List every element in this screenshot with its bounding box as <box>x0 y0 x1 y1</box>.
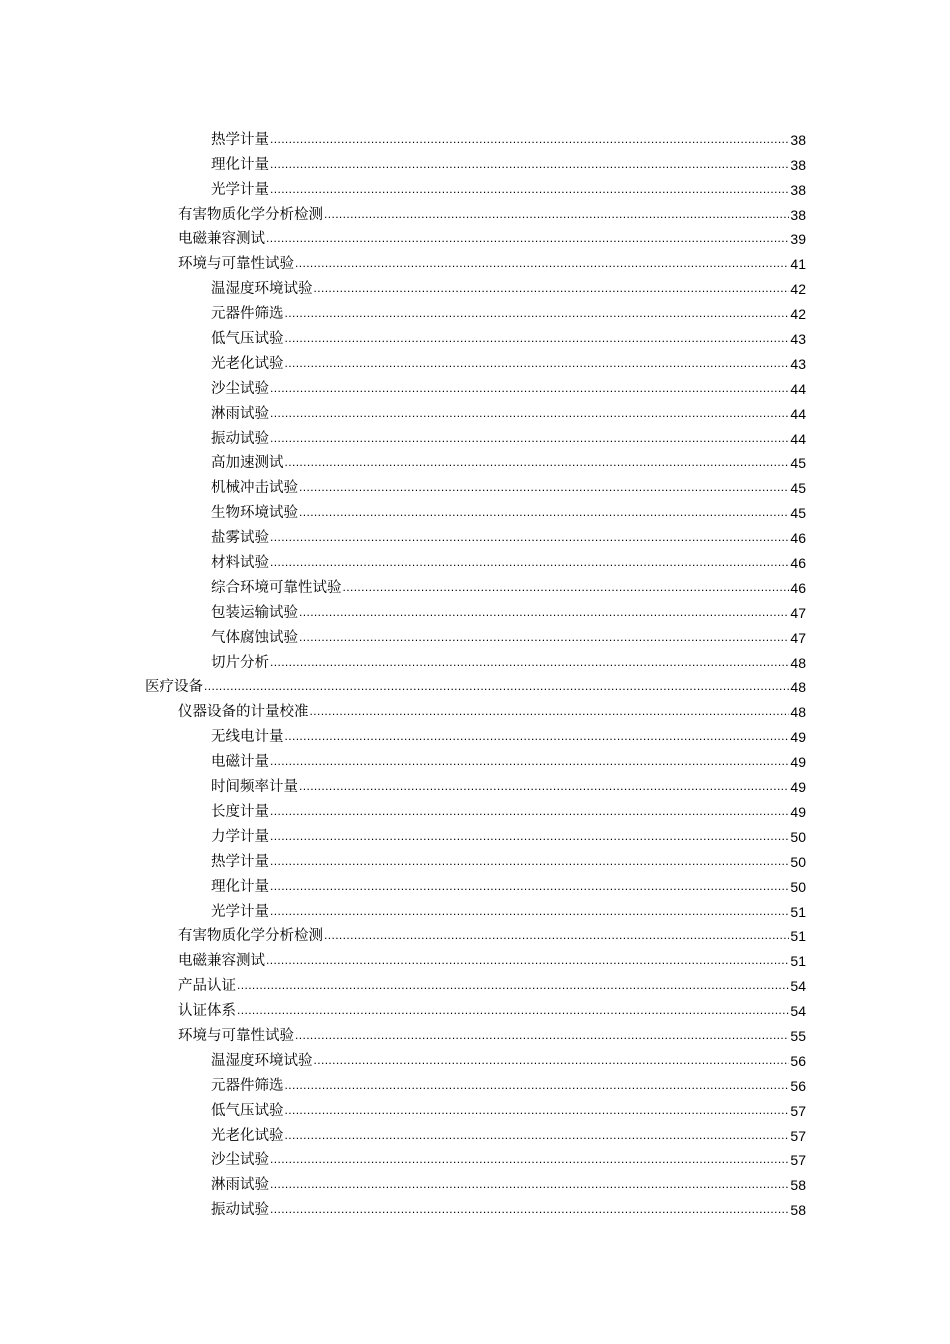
toc-entry-page-number: 56 <box>790 1052 806 1069</box>
toc-dot-leader <box>270 431 789 445</box>
toc-entry-page-number: 47 <box>790 629 806 646</box>
toc-entry-page-number: 39 <box>790 231 806 248</box>
toc-dot-leader <box>270 530 789 544</box>
toc-entry[interactable] <box>0 374 950 399</box>
toc-entry-page-number: 48 <box>790 679 806 696</box>
toc-entry[interactable] <box>0 872 950 897</box>
toc-entry-title: 沙尘试验 <box>211 1152 269 1169</box>
toc-entry-title: 淋雨试验 <box>211 405 269 422</box>
toc-dot-leader <box>314 281 790 295</box>
toc-entry[interactable] <box>0 971 950 996</box>
toc-entry-title: 环境与可靠性试验 <box>178 256 294 273</box>
toc-entry-title: 医疗设备 <box>145 679 203 696</box>
toc-dot-leader <box>285 1103 790 1117</box>
toc-entry-page-number: 57 <box>790 1152 806 1169</box>
toc-dot-leader <box>285 1128 790 1142</box>
toc-dot-leader <box>204 679 789 693</box>
toc-entry-page-number: 43 <box>790 331 806 348</box>
toc-entry[interactable] <box>0 1096 950 1121</box>
toc-dot-leader <box>270 829 789 843</box>
toc-entry-page-number: 54 <box>790 978 806 995</box>
toc-entry-title: 光老化试验 <box>211 1127 284 1144</box>
toc-entry[interactable] <box>0 1170 950 1195</box>
toc-entry-title: 长度计量 <box>211 803 269 820</box>
toc-entry-page-number: 45 <box>790 455 806 472</box>
toc-entry-page-number: 44 <box>790 430 806 447</box>
toc-entry[interactable] <box>0 424 950 449</box>
toc-dot-leader <box>270 1202 789 1216</box>
toc-entry-title: 理化计量 <box>211 156 269 173</box>
toc-entry-page-number: 44 <box>790 405 806 422</box>
toc-dot-leader <box>299 779 789 793</box>
toc-entry-title: 产品认证 <box>178 978 236 995</box>
toc-dot-leader <box>270 1152 789 1166</box>
toc-entry-page-number: 38 <box>790 156 806 173</box>
toc-entry[interactable] <box>0 797 950 822</box>
toc-entry-page-number: 58 <box>790 1202 806 1219</box>
toc-dot-leader <box>295 1028 789 1042</box>
toc-dot-leader <box>324 928 789 942</box>
toc-entry-page-number: 51 <box>790 953 806 970</box>
toc-entry-title: 切片分析 <box>211 654 269 671</box>
toc-entry-title: 有害物质化学分析检测 <box>178 206 323 223</box>
toc-entry-title: 综合环境可靠性试验 <box>211 579 342 596</box>
toc-entry-title: 光学计量 <box>211 903 269 920</box>
toc-entry[interactable] <box>0 697 950 722</box>
toc-dot-leader <box>270 157 789 171</box>
toc-entry[interactable] <box>0 996 950 1021</box>
toc-entry[interactable] <box>0 150 950 175</box>
toc-entry[interactable] <box>0 125 950 150</box>
toc-entry-title: 时间频率计量 <box>211 779 298 796</box>
toc-entry[interactable] <box>0 772 950 797</box>
toc-entry[interactable] <box>0 324 950 349</box>
toc-dot-leader <box>299 480 789 494</box>
toc-dot-leader <box>270 879 789 893</box>
toc-entry[interactable] <box>0 1021 950 1046</box>
toc-entry-page-number: 41 <box>790 256 806 273</box>
toc-entry-title: 低气压试验 <box>211 331 284 348</box>
toc-dot-leader <box>270 555 789 569</box>
toc-entry[interactable] <box>0 449 950 474</box>
toc-entry-title: 高加速测试 <box>211 455 284 472</box>
toc-entry-title: 温湿度环境试验 <box>211 281 313 298</box>
toc-entry-page-number: 49 <box>790 729 806 746</box>
toc-entry[interactable] <box>0 623 950 648</box>
toc-entry[interactable] <box>0 200 950 225</box>
toc-entry-title: 生物环境试验 <box>211 505 298 522</box>
toc-entry[interactable] <box>0 822 950 847</box>
toc-entry-title: 认证体系 <box>178 1003 236 1020</box>
toc-dot-leader <box>299 630 789 644</box>
toc-entry[interactable] <box>0 473 950 498</box>
toc-dot-leader <box>310 704 790 718</box>
toc-entry-page-number: 45 <box>790 480 806 497</box>
toc-entry[interactable] <box>0 299 950 324</box>
toc-entry-title: 无线电计量 <box>211 729 284 746</box>
toc-entry-page-number: 49 <box>790 803 806 820</box>
toc-entry-title: 淋雨试验 <box>211 1177 269 1194</box>
toc-entry-page-number: 50 <box>790 853 806 870</box>
toc-entry-page-number: 42 <box>790 281 806 298</box>
toc-entry-page-number: 44 <box>790 380 806 397</box>
toc-entry-title: 低气压试验 <box>211 1102 284 1119</box>
toc-entry-title: 机械冲击试验 <box>211 480 298 497</box>
toc-dot-leader <box>270 381 789 395</box>
toc-entry-title: 材料试验 <box>211 555 269 572</box>
toc-entry-page-number: 57 <box>790 1102 806 1119</box>
toc-dot-leader <box>343 580 790 594</box>
toc-entry-title: 元器件筛选 <box>211 1077 284 1094</box>
toc-entry[interactable] <box>0 1121 950 1146</box>
toc-entry-title: 包装运输试验 <box>211 604 298 621</box>
toc-entry-title: 元器件筛选 <box>211 306 284 323</box>
toc-entry-title: 电磁兼容测试 <box>178 953 265 970</box>
toc-entry-page-number: 38 <box>790 131 806 148</box>
toc-dot-leader <box>314 1053 790 1067</box>
toc-dot-leader <box>266 231 789 245</box>
toc-entry-page-number: 38 <box>790 181 806 198</box>
toc-entry[interactable] <box>0 573 950 598</box>
toc-dot-leader <box>285 1078 790 1092</box>
table-of-contents <box>0 125 950 1220</box>
toc-dot-leader <box>237 1003 789 1017</box>
toc-entry[interactable] <box>0 897 950 922</box>
toc-entry-page-number: 51 <box>790 928 806 945</box>
toc-entry[interactable] <box>0 349 950 374</box>
toc-dot-leader <box>266 953 789 967</box>
toc-dot-leader <box>270 1177 789 1191</box>
toc-entry[interactable] <box>0 847 950 872</box>
toc-entry-title: 电磁计量 <box>211 754 269 771</box>
toc-entry-title: 光老化试验 <box>211 355 284 372</box>
toc-entry[interactable] <box>0 249 950 274</box>
toc-dot-leader <box>270 655 789 669</box>
toc-entry-title: 环境与可靠性试验 <box>178 1027 294 1044</box>
toc-entry[interactable] <box>0 598 950 623</box>
toc-dot-leader <box>270 754 789 768</box>
toc-entry-title: 振动试验 <box>211 1202 269 1219</box>
toc-entry-page-number: 57 <box>790 1127 806 1144</box>
toc-dot-leader <box>270 406 789 420</box>
toc-entry[interactable] <box>0 274 950 299</box>
toc-entry[interactable] <box>0 747 950 772</box>
toc-dot-leader <box>270 904 789 918</box>
toc-dot-leader <box>285 356 790 370</box>
toc-dot-leader <box>299 605 789 619</box>
toc-entry-title: 盐雾试验 <box>211 530 269 547</box>
toc-entry-page-number: 48 <box>790 654 806 671</box>
toc-entry-page-number: 46 <box>790 579 806 596</box>
toc-entry[interactable] <box>0 922 950 947</box>
toc-entry[interactable] <box>0 399 950 424</box>
toc-dot-leader <box>270 182 789 196</box>
toc-entry-page-number: 50 <box>790 878 806 895</box>
toc-entry-title: 理化计量 <box>211 878 269 895</box>
toc-entry-title: 光学计量 <box>211 181 269 198</box>
toc-dot-leader <box>285 455 790 469</box>
toc-entry-page-number: 42 <box>790 306 806 323</box>
toc-entry[interactable] <box>0 175 950 200</box>
toc-entry-title: 温湿度环境试验 <box>211 1052 313 1069</box>
toc-entry-page-number: 43 <box>790 355 806 372</box>
toc-dot-leader <box>285 729 790 743</box>
toc-entry-page-number: 45 <box>790 505 806 522</box>
toc-entry-page-number: 55 <box>790 1027 806 1044</box>
toc-entry[interactable] <box>0 498 950 523</box>
toc-entry-page-number: 50 <box>790 828 806 845</box>
toc-entry-page-number: 49 <box>790 754 806 771</box>
toc-entry-page-number: 56 <box>790 1077 806 1094</box>
toc-dot-leader <box>295 256 789 270</box>
toc-entry-page-number: 38 <box>790 206 806 223</box>
toc-entry[interactable] <box>0 673 950 698</box>
toc-entry-title: 仪器设备的计量校准 <box>178 704 309 721</box>
toc-entry[interactable] <box>0 946 950 971</box>
toc-entry-page-number: 46 <box>790 530 806 547</box>
toc-entry[interactable] <box>0 523 950 548</box>
toc-entry[interactable] <box>0 1146 950 1171</box>
toc-entry-page-number: 54 <box>790 1003 806 1020</box>
toc-entry-page-number: 51 <box>790 903 806 920</box>
toc-entry-title: 力学计量 <box>211 828 269 845</box>
toc-entry[interactable] <box>0 1046 950 1071</box>
toc-dot-leader <box>270 804 789 818</box>
toc-entry-page-number: 48 <box>790 704 806 721</box>
toc-dot-leader <box>270 132 789 146</box>
toc-entry[interactable] <box>0 1195 950 1220</box>
toc-entry[interactable] <box>0 722 950 747</box>
toc-dot-leader <box>299 505 789 519</box>
toc-entry-title: 气体腐蚀试验 <box>211 629 298 646</box>
toc-entry-page-number: 47 <box>790 604 806 621</box>
toc-entry-title: 沙尘试验 <box>211 380 269 397</box>
toc-entry-title: 有害物质化学分析检测 <box>178 928 323 945</box>
toc-entry[interactable] <box>0 548 950 573</box>
toc-dot-leader <box>270 854 789 868</box>
toc-entry-title: 热学计量 <box>211 131 269 148</box>
toc-entry-title: 振动试验 <box>211 430 269 447</box>
toc-entry-title: 热学计量 <box>211 853 269 870</box>
toc-dot-leader <box>237 978 789 992</box>
toc-entry-page-number: 46 <box>790 555 806 572</box>
toc-entry-page-number: 49 <box>790 779 806 796</box>
toc-entry[interactable] <box>0 225 950 250</box>
toc-entry[interactable] <box>0 648 950 673</box>
toc-dot-leader <box>324 207 789 221</box>
toc-entry-page-number: 58 <box>790 1177 806 1194</box>
toc-entry[interactable] <box>0 1071 950 1096</box>
toc-dot-leader <box>285 306 790 320</box>
toc-entry-title: 电磁兼容测试 <box>178 231 265 248</box>
toc-dot-leader <box>285 331 790 345</box>
